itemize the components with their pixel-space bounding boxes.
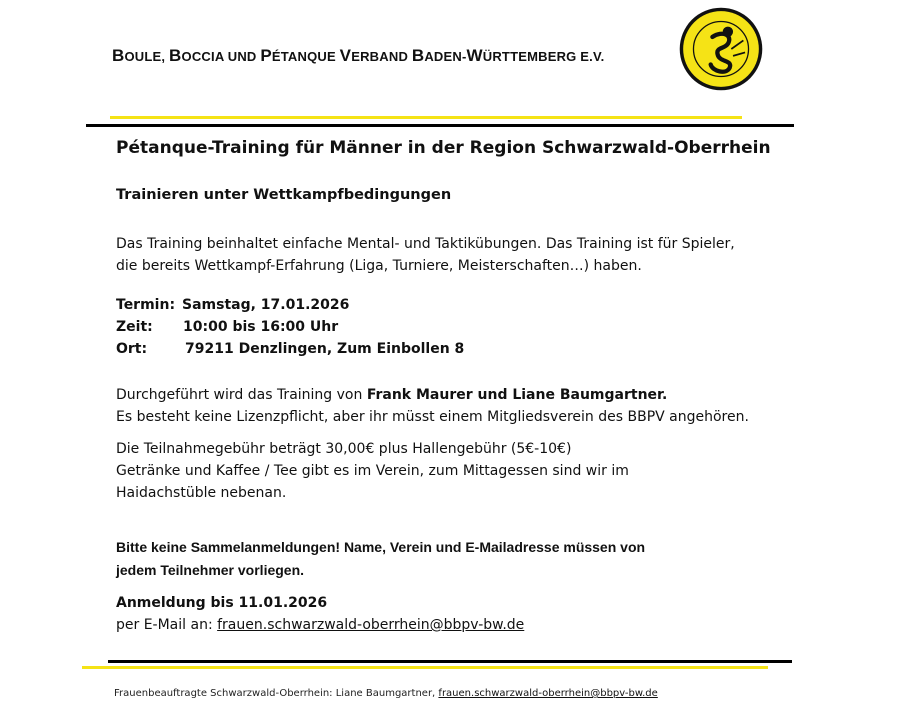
footer — [114, 688, 658, 699]
ort-value: 79211 Denzlingen, Zum Einbollen 8 — [185, 341, 465, 357]
drinks-line: Haidachstüble nebenan. — [116, 485, 287, 501]
org-title-cap: B — [169, 46, 182, 65]
intro-line: Das Training beinhaltet einfache Mental- und Taktikübungen. Das Training ist für Spieler, — [116, 236, 735, 252]
zeit-label: Zeit: — [116, 319, 153, 335]
license-line: Es besteht keine Lizenzpflicht, aber ihr müsst einem Mitgliedsverein des BBPV angehören. — [116, 409, 749, 425]
zeit-value: 10:00 bis 16:00 Uhr — [183, 319, 339, 335]
registration-email-link[interactable]: frauen.schwarzwald-oberrhein@bbpv-bw.de — [217, 617, 525, 633]
warning-line: jedem Teilnehmer vorliegen. — [116, 562, 305, 578]
warning-line: Bitte keine Sammelanmeldungen! Name, Verein und E-Mailadresse müssen von — [116, 539, 646, 555]
footer-text: Frauenbeauftragte Schwarzwald-Oberrhein: Liane Baumgartner, — [114, 688, 439, 699]
registration-info — [116, 592, 524, 636]
collective-registration-warning — [116, 536, 645, 582]
registration-line — [116, 614, 524, 636]
fee-paragraph — [116, 438, 629, 504]
org-title-rest: ÉTANQUE — [271, 49, 340, 64]
org-title-cap: B — [112, 46, 125, 65]
org-title-rest: OULE, — [124, 49, 170, 64]
zeit-row — [116, 316, 464, 338]
termin-label: Termin: — [116, 297, 176, 313]
intro-paragraph — [116, 233, 735, 277]
org-title-cap: V — [339, 46, 352, 65]
event-details — [116, 294, 464, 360]
bbpv-logo — [678, 6, 764, 92]
org-title-cap: W — [466, 46, 483, 65]
org-title-rest: OCCIA UND — [181, 49, 261, 64]
trainer-paragraph — [116, 384, 749, 428]
org-title-rest: ERBAND — [351, 49, 412, 64]
trainer-names: Frank Maurer und Liane Baumgartner. — [366, 387, 668, 403]
org-title-rest: ADEN- — [424, 49, 467, 64]
footer-email-link[interactable]: frauen.schwarzwald-oberrhein@bbpv-bw.de — [438, 688, 658, 699]
registration-prefix: per E-Mail an: — [116, 617, 218, 633]
fee-line: Die Teilnahmegebühr beträgt 30,00€ plus Hallengebühr (5€-10€) — [116, 441, 572, 457]
page-subtitle: Trainieren unter Wettkampfbedingungen — [116, 187, 452, 203]
registration-deadline: Anmeldung bis 11.01.2026 — [116, 595, 328, 611]
ort-label: Ort: — [116, 341, 148, 357]
trainer-prefix: Durchgeführt wird das Training von — [116, 387, 367, 403]
intro-line: die bereits Wettkampf-Erfahrung (Liga, Turniere, Meisterschaften…) haben. — [116, 258, 642, 274]
footer-black-rule — [108, 660, 792, 663]
org-title-cap: P — [260, 46, 272, 65]
termin-value: Samstag, 17.01.2026 — [182, 297, 350, 313]
header-black-rule — [86, 124, 794, 127]
org-title-rest: ÜRTTEMBERG E.V. — [482, 49, 605, 64]
page-title: Pétanque-Training für Männer in der Region Schwarzwald-Oberrhein — [116, 138, 771, 158]
trainer-line — [116, 384, 749, 406]
logo-ball — [723, 27, 733, 37]
header-yellow-rule — [110, 116, 742, 119]
termin-row — [116, 294, 464, 316]
footer-yellow-rule — [82, 666, 768, 669]
org-title-cap: B — [411, 46, 425, 65]
ort-row — [116, 338, 464, 360]
drinks-line: Getränke und Kaffee / Tee gibt es im Verein, zum Mittagessen sind wir im — [116, 463, 629, 479]
organization-title — [112, 46, 604, 66]
